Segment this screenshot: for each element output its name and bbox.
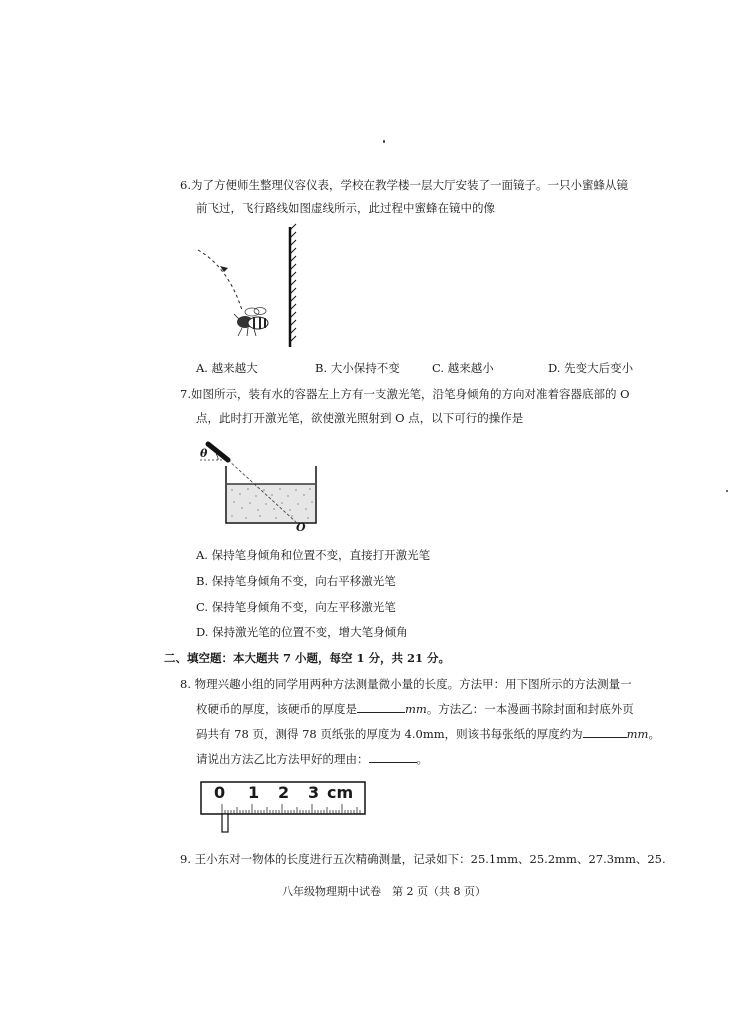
q8-line2-unit: mm: [405, 702, 427, 716]
q8-stem-line2: [196, 701, 634, 717]
q8-stem-line3: [196, 726, 660, 742]
q8-line2-text-a: 枚硬币的厚度，该硬币的厚度是: [196, 702, 357, 716]
q8-blank-page-thickness[interactable]: [583, 726, 627, 738]
q8-line2-text-b: 。方法乙：一本漫画书除封面和封底外页: [426, 702, 634, 716]
q7-stem-line2: 点，此时打开激光笔，欲使激光照射到 O 点，以下可行的操作是: [196, 411, 524, 425]
q9-stem-line1: 9. 王小东对一物体的长度进行五次精确测量，记录如下：25.1mm、25.2mm、27.3mm、25.: [180, 852, 666, 866]
theta-label: θ: [200, 447, 208, 460]
bee-icon: [234, 308, 268, 337]
q8-blank-reason[interactable]: [369, 751, 417, 763]
q6-option-a[interactable]: A. 越来越大: [196, 361, 258, 375]
q7-option-a[interactable]: A. 保持笔身倾角和位置不变，直接打开激光笔: [196, 548, 431, 562]
q8-line3-unit: mm: [626, 727, 649, 741]
q7-stem-line1: 7.如图所示，装有水的容器左上方有一支激光笔，沿笔身倾角的方向对准着容器底部的 O: [180, 387, 630, 401]
scan-speck: [383, 140, 385, 143]
ruler-tick-1: 1: [248, 783, 260, 802]
ruler-tick-3: 3: [308, 783, 320, 802]
q8-line3-text-a: 码共有 78 页，测得 78 页纸张的厚度为 4.0mm，则该书每张纸的厚度约为: [196, 727, 583, 741]
water-fill: [227, 484, 315, 522]
q6-option-b[interactable]: B. 大小保持不变: [315, 361, 400, 375]
flight-path: [198, 250, 242, 310]
laser-container-figure: [196, 438, 326, 538]
q7-option-b[interactable]: B. 保持笔身倾角不变，向右平移激光笔: [196, 574, 396, 588]
q8-line3-end: 。: [648, 727, 660, 741]
bee-mirror-figure: [190, 222, 310, 352]
q8-stem-line4: [196, 751, 428, 767]
q6-option-c[interactable]: C. 越来越小: [432, 361, 494, 375]
q8-line4-end: 。: [416, 752, 428, 766]
section2-heading: 二、填空题：本大题共 7 小题，每空 1 分，共 21 分。: [164, 651, 451, 665]
ruler-tick-2: 2: [278, 783, 290, 802]
q7-option-d[interactable]: D. 保持激光笔的位置不变，增大笔身倾角: [196, 625, 408, 639]
q8-stem-line1: 8. 物理兴趣小组的同学用两种方法测量微小量的长度。方法甲：用下图所示的方法测量一: [180, 677, 632, 691]
q6-option-d[interactable]: D. 先变大后变小: [548, 361, 634, 375]
q6-stem-line2: 前飞过，飞行路线如图虚线所示，此过程中蜜蜂在镜中的像: [196, 201, 495, 215]
q7-option-c[interactable]: C. 保持笔身倾角不变，向左平移激光笔: [196, 600, 396, 614]
q8-line4-text-a: 请说出方法乙比方法甲好的理由：: [196, 752, 369, 766]
coin-shape: [222, 814, 228, 832]
ruler-tick-0: 0: [214, 783, 226, 802]
q8-blank-coin-thickness[interactable]: [357, 701, 405, 713]
flight-arrow: [220, 266, 228, 272]
ruler-unit: cm: [327, 783, 354, 802]
page-footer: 八年级物理期中试卷 第 2 页（共 8 页）: [282, 885, 486, 898]
point-o-label: O: [296, 521, 306, 534]
scan-speck: [726, 490, 728, 492]
q6-stem-line1: 6.为了方便师生整理仪容仪表，学校在教学楼一层大厅安装了一面镜子。一只小蜜蜂从镜: [180, 178, 628, 192]
